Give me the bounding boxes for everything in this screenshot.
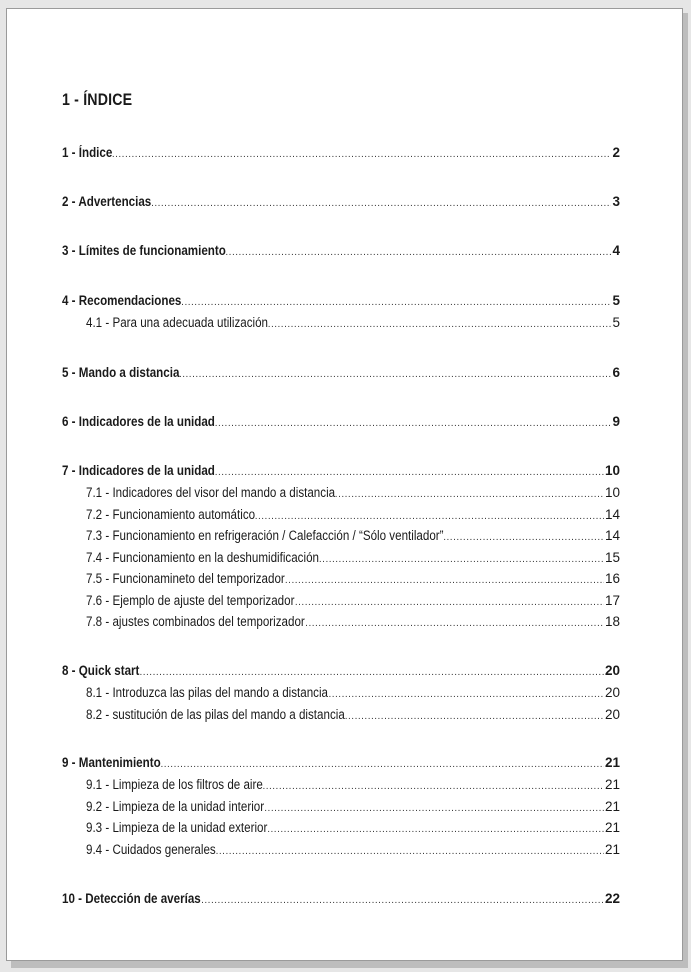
toc-page-number: 4 (612, 243, 620, 258)
toc-leader-dots (267, 821, 604, 837)
toc-page-number: 6 (612, 365, 620, 380)
toc-leader-dots (181, 294, 611, 310)
toc-entry-label: 4 - Recomendaciones (62, 293, 182, 308)
toc-page-number: 2 (612, 145, 620, 160)
toc-leader-dots (295, 594, 604, 610)
toc-entry-5[interactable] (62, 364, 620, 382)
toc-entry-label: 7.8 - ajustes combinados del temporizador (86, 614, 305, 629)
toc-entry-7-1[interactable] (86, 484, 620, 502)
toc-entry-2[interactable] (62, 193, 620, 211)
toc-entry-8-2[interactable] (86, 706, 620, 724)
toc-entry-9-3[interactable] (86, 819, 620, 837)
toc-leader-dots (225, 244, 611, 260)
toc-leader-dots (262, 778, 604, 794)
toc-entry-label: 3 - Límites de funcionamiento (62, 243, 226, 258)
toc-entry-6[interactable] (62, 413, 620, 431)
toc-entry-4-1[interactable] (86, 314, 620, 332)
toc-page-number: 20 (604, 707, 620, 722)
toc-page-number: 21 (604, 755, 620, 770)
toc-entry-9-4[interactable] (86, 841, 620, 859)
toc-page-number: 20 (604, 685, 620, 700)
toc-leader-dots (215, 464, 604, 480)
toc-entry-8[interactable] (62, 662, 620, 680)
toc-entry-9-1[interactable] (86, 776, 620, 794)
toc-page-number: 21 (604, 777, 620, 792)
toc-entry-label: 8.1 - Introduzca las pilas del mando a distancia (86, 685, 329, 700)
toc-page-number: 10 (604, 463, 620, 478)
toc-page-number: 3 (612, 194, 620, 209)
toc-page-number: 15 (604, 550, 620, 565)
toc-entry-label: 7 - Indicadores de la unidad (62, 463, 215, 478)
toc-leader-dots (305, 615, 604, 631)
toc-leader-dots (112, 146, 612, 162)
toc-entry-label: 7.5 - Funcionamineto del temporizador (86, 571, 285, 586)
toc-leader-dots (215, 415, 612, 431)
toc-entry-label: 9.1 - Limpieza de los filtros de aire (86, 777, 263, 792)
document-page (6, 8, 683, 961)
toc-leader-dots (139, 664, 604, 680)
page-title: 1 - ÍNDICE (62, 91, 133, 109)
toc-leader-dots (443, 529, 604, 545)
toc-entry-label: 9.4 - Cuidados generales (86, 842, 216, 857)
toc-page-number: 17 (604, 593, 620, 608)
toc-page-number: 5 (612, 315, 620, 330)
toc-page-number: 5 (612, 293, 620, 308)
toc-entry-7-4[interactable] (86, 549, 620, 567)
toc-page-number: 18 (604, 614, 620, 629)
toc-entry-label: 7.1 - Indicadores del visor del mando a distancia (86, 485, 336, 500)
toc-entry-3[interactable] (62, 242, 620, 260)
toc-entry-label: 6 - Indicadores de la unidad (62, 414, 215, 429)
toc-entry-label: 7.2 - Funcionamiento automático (86, 507, 256, 522)
toc-leader-dots (345, 708, 604, 724)
toc-entry-1[interactable] (62, 144, 620, 162)
toc-entry-8-1[interactable] (86, 684, 620, 702)
toc-leader-dots (285, 572, 604, 588)
toc-entry-9[interactable] (62, 754, 620, 772)
toc-leader-dots (160, 756, 604, 772)
toc-entry-label: 9 - Mantenimiento (62, 755, 161, 770)
toc-leader-dots (268, 316, 612, 332)
toc-page-number: 9 (612, 414, 620, 429)
toc-entry-4[interactable] (62, 292, 620, 310)
toc-entry-7-2[interactable] (86, 506, 620, 524)
toc-entry-label: 7.3 - Funcionamiento en refrigeración / Calefacción / “Sólo ventilador” (86, 528, 444, 543)
toc-page-number: 10 (604, 485, 620, 500)
toc-leader-dots (151, 195, 611, 211)
toc-leader-dots (216, 843, 604, 859)
toc-leader-dots (255, 508, 604, 524)
toc-page-number: 21 (604, 842, 620, 857)
toc-entry-7-3[interactable] (86, 527, 620, 545)
toc-entry-label: 8.2 - sustitución de las pilas del mando a distancia (86, 707, 345, 722)
toc-entry-label: 4.1 - Para una adecuada utilización (86, 315, 269, 330)
toc-entry-label: 2 - Advertencias (62, 194, 152, 209)
toc-leader-dots (335, 486, 604, 502)
toc-entry-7[interactable] (62, 462, 620, 480)
toc-leader-dots (264, 800, 604, 816)
toc-page-number: 21 (604, 799, 620, 814)
toc-page-number: 20 (604, 663, 620, 678)
toc-entry-label: 5 - Mando a distancia (62, 365, 180, 380)
toc-entry-9-2[interactable] (86, 798, 620, 816)
toc-entry-7-6[interactable] (86, 592, 620, 610)
toc-leader-dots (179, 366, 612, 382)
toc-leader-dots (201, 892, 604, 908)
toc-entry-label: 8 - Quick start (62, 663, 140, 678)
toc-entry-label: 7.6 - Ejemplo de ajuste del temporizador (86, 593, 295, 608)
toc-entry-label: 9.3 - Limpieza de la unidad exterior (86, 820, 268, 835)
toc-page-number: 16 (604, 571, 620, 586)
toc-entry-7-5[interactable] (86, 570, 620, 588)
toc-leader-dots (319, 551, 604, 567)
toc-page-number: 14 (604, 528, 620, 543)
toc-entry-7-8[interactable] (86, 613, 620, 631)
toc-page-number: 22 (604, 891, 620, 906)
toc-entry-label: 9.2 - Limpieza de la unidad interior (86, 799, 265, 814)
toc-entry-label: 7.4 - Funcionamiento en la deshumidificación (86, 550, 319, 565)
toc-entry-10[interactable] (62, 890, 620, 908)
toc-entry-label: 1 - Índice (62, 145, 113, 160)
toc-page-number: 21 (604, 820, 620, 835)
toc-entry-label: 10 - Detección de averías (62, 891, 201, 906)
toc-page-number: 14 (604, 507, 620, 522)
toc-leader-dots (328, 686, 604, 702)
